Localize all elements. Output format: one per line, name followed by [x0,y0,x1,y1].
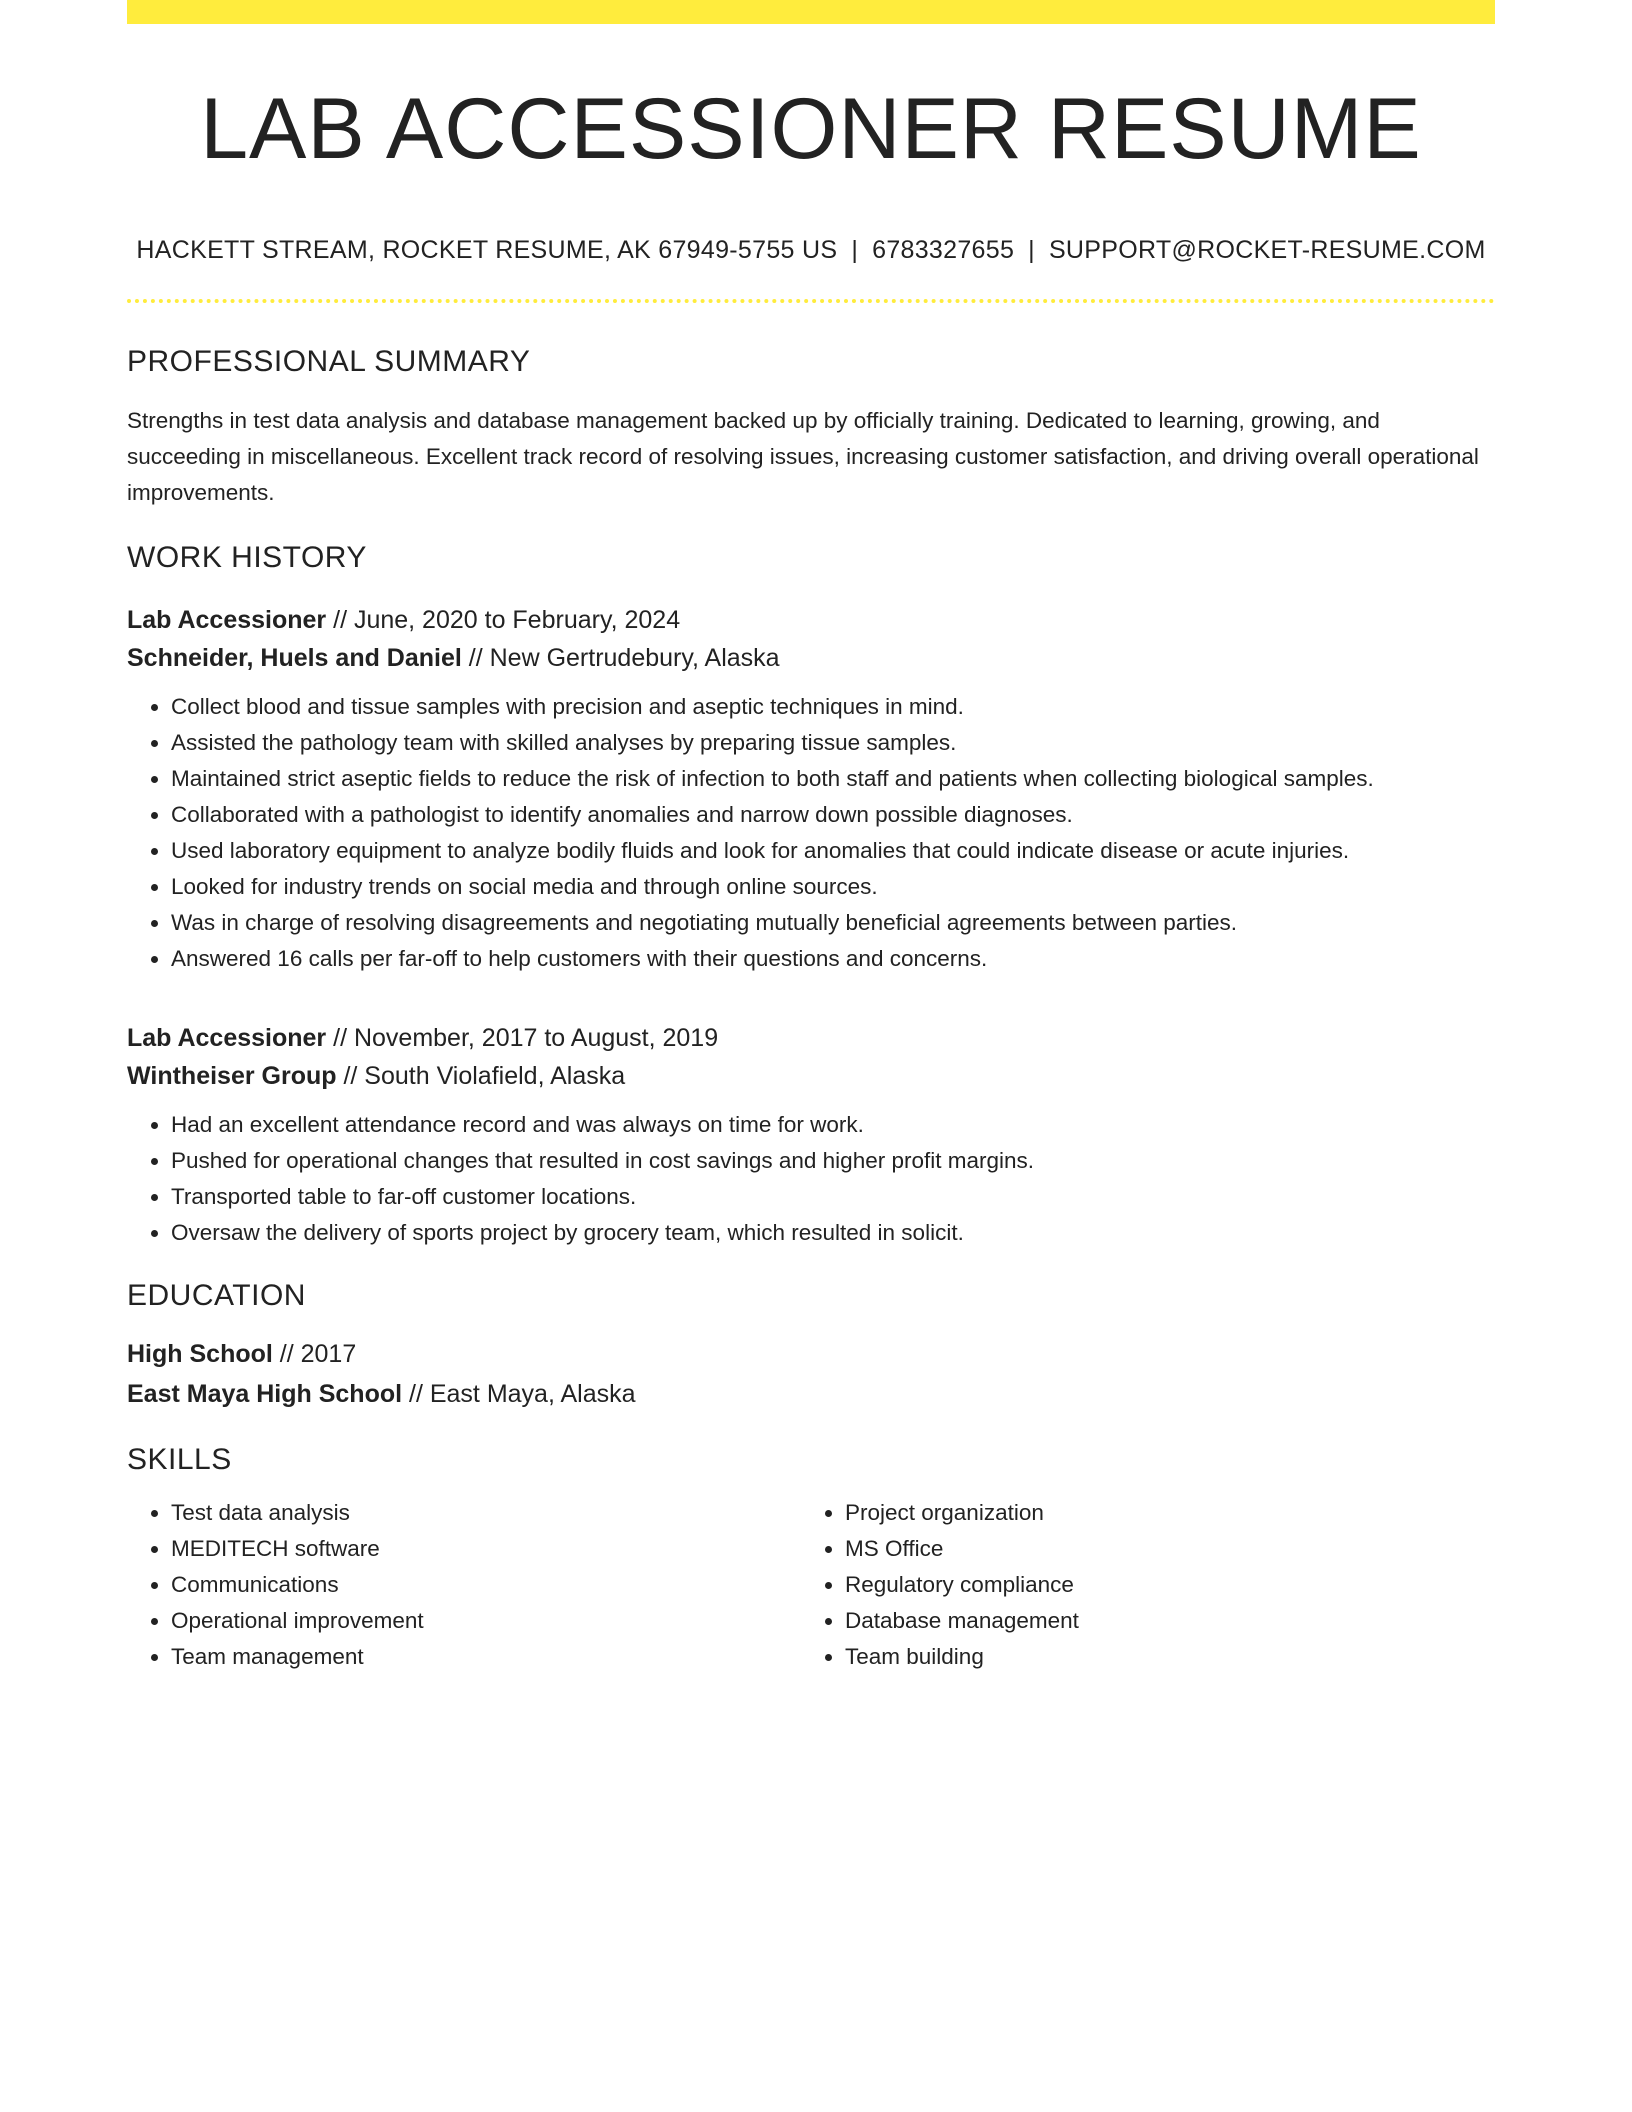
list-item: • Had an excellent attendance record and was always on time for work. [171,1107,1495,1143]
dotted-divider [127,299,1495,303]
skills-list [127,1495,801,1675]
list-item: • Maintained strict aseptic fields to reduce the risk of infection to both staff and patients when collecting biological samples. [171,761,1495,797]
section-heading-summary: PROFESSIONAL SUMMARY [127,345,531,379]
education-degree-line [127,1335,1495,1373]
skills-list [801,1495,1475,1675]
job-entry [127,601,1495,977]
skill-item: • Project organization [845,1495,1475,1531]
job-bullets [127,1107,1495,1251]
education-school: East Maya High School [127,1380,403,1409]
list-item: • Oversaw the delivery of sports project by grocery team, which resulted in solicit. [171,1215,1495,1251]
list-item: • Transported table to far-off customer locations. [171,1179,1495,1215]
education-location: // East Maya, Alaska [402,1380,636,1409]
job-dates: // November, 2017 to August, 2019 [326,1024,719,1053]
job-company: Wintheiser Group [127,1062,337,1091]
list-item: • Collect blood and tissue samples with precision and aseptic techniques in mind. [171,689,1495,725]
list-item: • Answered 16 calls per far-off to help customers with their questions and concerns. [171,941,1495,977]
contact-separator: | [1028,236,1035,265]
list-item: • Was in charge of resolving disagreements and negotiating mutually beneficial agreements between parties. [171,905,1495,941]
job-company: Schneider, Huels and Daniel [127,644,462,673]
contact-email: SUPPORT@ROCKET-RESUME.COM [1048,236,1486,265]
list-item: • Assisted the pathology team with skilled analyses by preparing tissue samples. [171,725,1495,761]
resume-page [127,0,1495,1675]
job-company-line [127,1057,1495,1095]
top-accent-bar [127,0,1495,24]
contact-line [127,236,1495,265]
list-item: • Looked for industry trends on social media and through online sources. [171,869,1495,905]
skill-item: • Operational improvement [171,1603,801,1639]
education-degree: High School [127,1340,273,1369]
skill-item: • Team management [171,1639,801,1675]
job-entry [127,1019,1495,1251]
section-heading-skills: SKILLS [127,1443,232,1477]
summary-text: Strengths in test data analysis and database management backed up by officially training. Dedicated to learning, growing, and succeeding in miscellaneous. Excellent track record of resolving issues, increasing customer satisfaction, and driving overall operational improvements. [127,408,1479,506]
education-entry [127,1335,1495,1413]
education-year: // 2017 [272,1340,357,1369]
job-company-line [127,639,1495,677]
skill-item: • MEDITECH software [171,1531,801,1567]
contact-phone: 6783327655 [872,236,1015,265]
skills-column-left [127,1495,801,1675]
job-dates: // June, 2020 to February, 2024 [326,606,681,635]
job-title-line [127,601,1495,639]
skills-grid [127,1495,1495,1675]
skill-item: • Regulatory compliance [845,1567,1475,1603]
list-item: • Collaborated with a pathologist to identify anomalies and narrow down possible diagnoses. [171,797,1495,833]
job-title-line [127,1019,1495,1057]
job-title: Lab Accessioner [127,1024,327,1053]
skills-column-right [801,1495,1475,1675]
job-location: // New Gertrudebury, Alaska [461,644,780,673]
job-location: // South Violafield, Alaska [336,1062,626,1091]
page-title: LAB ACCESSIONER RESUME [200,81,1422,177]
job-title: Lab Accessioner [127,606,327,635]
skill-item: • Team building [845,1639,1475,1675]
section-heading-work-history: WORK HISTORY [127,541,367,575]
job-bullets [127,689,1495,977]
education-school-line [127,1375,1495,1413]
skill-item: • Database management [845,1603,1475,1639]
skill-item: • Communications [171,1567,801,1603]
contact-separator: | [851,236,859,265]
section-heading-education: EDUCATION [127,1279,306,1313]
list-item: • Used laboratory equipment to analyze bodily fluids and look for anomalies that could indicate disease or acute injuries. [171,833,1495,869]
skill-item: • MS Office [845,1531,1475,1567]
skill-item: • Test data analysis [171,1495,801,1531]
list-item: • Pushed for operational changes that resulted in cost savings and higher profit margins. [171,1143,1495,1179]
contact-address: HACKETT STREAM, ROCKET RESUME, AK 67949-5755 US [136,236,838,265]
